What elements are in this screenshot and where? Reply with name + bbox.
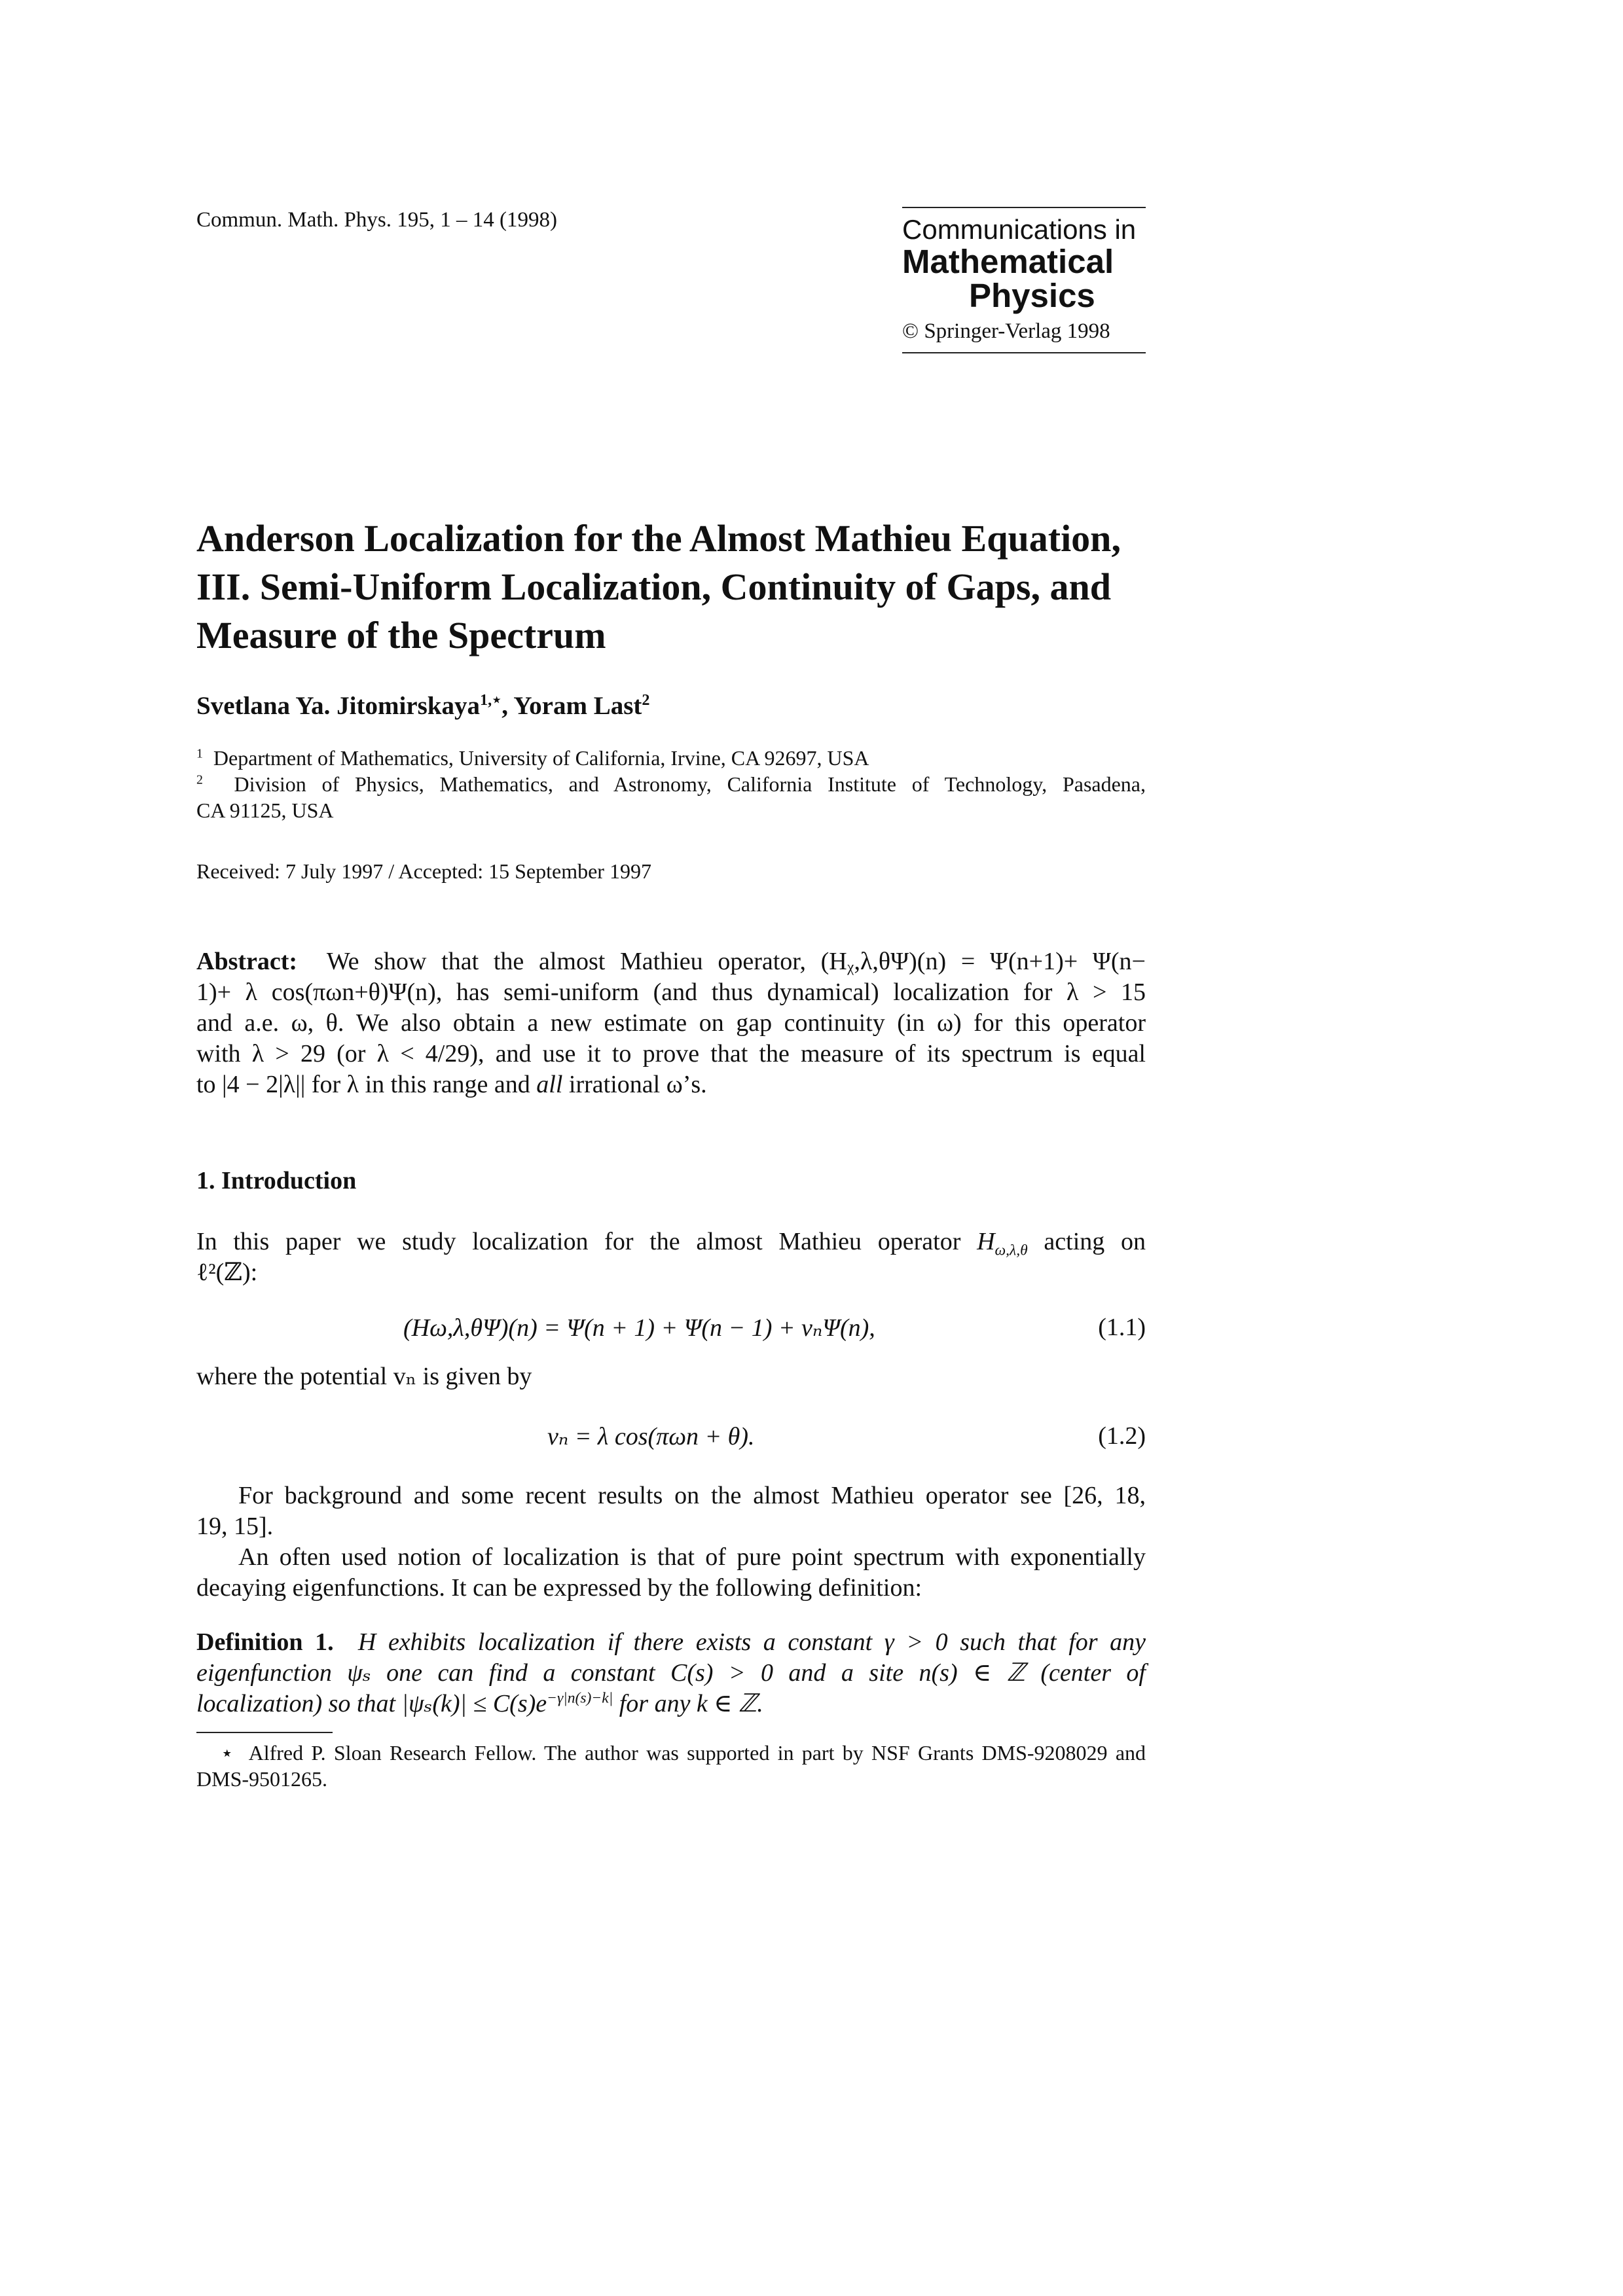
abstract-line-4: with λ > 29 (or λ < 4/29), and use it to prove that the measure of its spectrum is equal	[196, 1040, 1146, 1067]
abstract-line-1	[196, 946, 1146, 977]
operator-subscript: ω,λ,θ	[994, 1242, 1028, 1259]
para3-line-2: decaying eigenfunctions. It can be expressed by the following definition:	[196, 1574, 922, 1602]
paper-title	[196, 514, 1152, 660]
masthead-top-rule	[902, 207, 1146, 208]
intro-paragraphs-2-3	[196, 1480, 1146, 1604]
affiliation-2-line-2: CA 91125, USA	[196, 798, 334, 822]
affiliation-2-text: Division of Physics, Mathematics, and Astronomy, California Institute of Technology, Pasadena,	[234, 772, 1146, 796]
definition-exponent: −γ|n(s)−k|	[547, 1689, 613, 1707]
abstract-line-5	[196, 1069, 1146, 1100]
definition-line-1	[196, 1627, 1146, 1658]
abstract-line-1-text: We show that the almost Mathieu operator, (Hᵪ,λ,θΨ)(n) = Ψ(n+1)+ Ψ(n−	[326, 948, 1146, 975]
intro-line-1-b: acting on	[1027, 1228, 1146, 1255]
equation-1-2-body: vₙ = λ cos(πωn + θ).	[547, 1423, 755, 1450]
affiliation-1	[196, 745, 1146, 771]
equation-1-1-number: (1.1)	[1098, 1314, 1146, 1341]
footnote-line-2: DMS-9501265.	[196, 1767, 328, 1791]
para3-line-1: An often used notion of localization is that of pure point spectrum with exponentially	[238, 1543, 1146, 1571]
affiliation-1-text: Department of Mathematics, University of California, Irvine, CA 92697, USA	[213, 746, 869, 770]
potential-intro-text: where the potential vₙ is given by	[196, 1363, 532, 1390]
footnote	[196, 1740, 1146, 1792]
masthead-line-2: Mathematical	[902, 243, 1114, 280]
copyright-notice: © Springer-Verlag 1998	[902, 319, 1110, 343]
author-2: Yoram Last	[513, 692, 642, 720]
equation-1-1-body: (Hω,λ,θΨ)(n) = Ψ(n + 1) + Ψ(n − 1) + vₙΨ(n),	[403, 1314, 875, 1342]
affiliation-2-line-1	[196, 771, 1146, 797]
abstract-line-2: 1)+ λ cos(πωn+θ)Ψ(n), has semi-uniform (and thus dynamical) localization for λ > 15	[196, 978, 1146, 1006]
definition-line-1-text: H exhibits localization if there exists a constant γ > 0 such that for any	[357, 1628, 1146, 1656]
author-list	[196, 691, 649, 721]
author-1: Svetlana Ya. Jitomirskaya	[196, 692, 480, 720]
section-heading: 1. Introduction	[196, 1167, 357, 1194]
equation-1-1	[196, 1313, 1146, 1346]
abstract-line-5-b: irrational ω’s.	[562, 1071, 707, 1098]
operator-symbol: H	[977, 1228, 995, 1255]
abstract-line-5-a: to |4 − 2|λ|| for λ in this range and	[196, 1071, 537, 1098]
author-separator: ,	[501, 692, 514, 720]
definition-1	[196, 1627, 1146, 1719]
author-1-marks: 1,⋆	[479, 691, 502, 709]
intro-line-2: ℓ²(ℤ):	[196, 1259, 258, 1286]
title-line-1: Anderson Localization for the Almost Mathieu Equation,	[196, 517, 1121, 560]
abstract	[196, 946, 1146, 1100]
footnote-rule	[196, 1732, 333, 1733]
footnote-mark: ⋆	[220, 1741, 234, 1765]
abstract-emphasis: all	[536, 1071, 563, 1098]
definition-line-2: eigenfunction ψₛ one can find a constant C(s) > 0 and a site n(s) ∈ ℤ (center of	[196, 1659, 1146, 1687]
footnote-line-1	[196, 1740, 1146, 1766]
author-2-marks: 2	[642, 691, 650, 709]
definition-line-3-a: localization) so that |ψₛ(k)| ≤ C(s)e	[196, 1690, 547, 1717]
title-line-3: Measure of the Spectrum	[196, 614, 606, 656]
equation-1-2-number: (1.2)	[1098, 1422, 1146, 1450]
intro-line-1	[196, 1227, 1146, 1257]
intro-paragraph-1	[196, 1227, 1146, 1288]
affiliation-2-mark: 2	[196, 772, 203, 787]
equation-1-2	[196, 1422, 1146, 1454]
definition-line-3	[196, 1689, 1146, 1719]
masthead-bottom-rule	[902, 352, 1146, 353]
journal-masthead	[902, 207, 1146, 353]
affiliations	[196, 745, 1146, 823]
title-line-2: III. Semi-Uniform Localization, Continuity of Gaps, and	[196, 565, 1111, 608]
masthead-line-1: Communications in	[902, 214, 1137, 245]
intro-line-1-a: In this paper we study localization for the almost Mathieu operator	[196, 1228, 977, 1255]
definition-line-3-b: for any k ∈ ℤ.	[613, 1690, 763, 1717]
definition-label: Definition 1.	[196, 1628, 334, 1656]
para2-line-1: For background and some recent results on the almost Mathieu operator see [26, 18,	[238, 1482, 1146, 1509]
abstract-label: Abstract:	[196, 948, 298, 975]
footnote-line-1-text: Alfred P. Sloan Research Fellow. The author was supported in part by NSF Grants DMS-9208029 and	[248, 1741, 1146, 1765]
received-accepted-dates: Received: 7 July 1997 / Accepted: 15 September 1997	[196, 859, 651, 883]
abstract-line-3: and a.e. ω, θ. We also obtain a new estimate on gap continuity (in ω) for this operator	[196, 1009, 1146, 1037]
masthead-line-3: Physics	[969, 277, 1095, 314]
affiliation-1-mark: 1	[196, 746, 203, 761]
para2-line-2: 19, 15].	[196, 1513, 274, 1540]
journal-reference: Commun. Math. Phys. 195, 1 – 14 (1998)	[196, 208, 557, 232]
